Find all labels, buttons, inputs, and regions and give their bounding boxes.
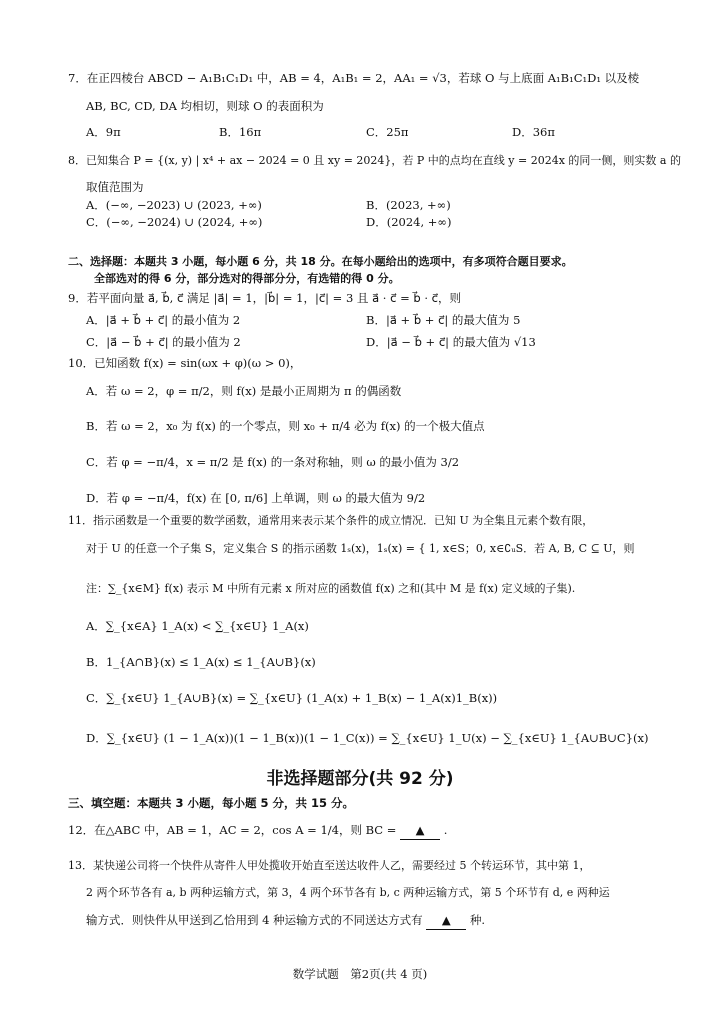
q8-line1: 8．已知集合 P = {(x, y) | x⁴ + ax − 2024 = 0 且 xy = 2024}，若 P 中的点均在直线 y = 2024x 的同一侧，则实数 a 的: [68, 154, 681, 167]
q10-option-b: B．若 ω = 2，x₀ 为 f(x) 的一个零点，则 x₀ + π/4 必为 f(x) 的一个极大值点: [86, 419, 485, 433]
q7-option-b: B．16π: [219, 125, 262, 139]
q11-option-d: D．∑_{x∈U} (1 − 1_A(x))(1 − 1_B(x))(1 − 1_C(x)) = ∑_{x∈U} 1_U(x) − ∑_{x∈U} 1_{A∪B∪C}(x): [86, 731, 649, 745]
q12: [68, 822, 658, 840]
q12-end: .: [443, 823, 448, 837]
q7-option-d: D．36π: [512, 125, 555, 139]
q13-line1: 13．某快递公司将一个快件从寄件人甲处揽收开始直至送达收件人乙，需要经过 5 个转运环节，其中第 1，: [68, 859, 591, 872]
q12-text: 12．在△ABC 中，AB = 1，AC = 2，cos A = 1/4，则 BC =: [68, 823, 397, 837]
q9-option-a: A．|a⃗ + b⃗ + c⃗| 的最小值为 2: [86, 313, 241, 327]
q9-option-d: D．|a⃗ − b⃗ + c⃗| 的最大值为 √13: [366, 335, 536, 349]
q7-options: [86, 124, 656, 141]
page-footer: 数学试题 第2页(共 4 页): [292, 967, 428, 981]
q13-text: 输方式．则快件从甲送到乙恰用到 4 种运输方式的不同送达方式有: [86, 913, 423, 927]
q11-option-b: B．1_{A∩B}(x) ≤ 1_A(x) ≤ 1_{A∪B}(x): [86, 655, 316, 669]
q10-option-d: D．若 φ = −π/4，f(x) 在 [0, π/6] 上单调，则 ω 的最大值为 9/2: [86, 491, 426, 505]
q7-line1: 7．在正四棱台 ABCD − A₁B₁C₁D₁ 中，AB = 4，A₁B₁ = 2，AA₁ = √3，若球 O 与上底面 A₁B₁C₁D₁ 以及棱: [68, 71, 640, 85]
q11-note: 注：∑_{x∈M} f(x) 表示 M 中所有元素 x 所对应的函数值 f(x) 之和(其中 M 是 f(x) 定义域的子集).: [86, 582, 576, 595]
q10-option-c: C．若 φ = −π/4，x = π/2 是 f(x) 的一条对称轴，则 ω 的最小值为 3/2: [86, 455, 460, 469]
q11-option-a: A．∑_{x∈A} 1_A(x) < ∑_{x∈U} 1_A(x): [86, 619, 309, 633]
q10-stem: 10．已知函数 f(x) = sin(ωx + φ)(ω > 0)，: [68, 356, 302, 370]
part2-title: 非选择题部分(共 92 分): [266, 769, 454, 789]
q7-line2: AB, BC, CD, DA 均相切，则球 O 的表面积为: [86, 99, 324, 113]
q11-option-c: C．∑_{x∈U} 1_{A∪B}(x) = ∑_{x∈U} (1_A(x) + 1_B(x) − 1_A(x)1_B(x)): [86, 691, 498, 705]
section2-instructions: 全部选对的得 6 分，部分选对的得部分分，有选错的得 0 分。: [94, 272, 400, 285]
q11-line2: 对于 U 的任意一个子集 S，定义集合 S 的指示函数 1ₛ(x)，1ₛ(x) = { 1, x∈S；0, x∈∁ᵤS．若 A, B, C ⊆ U，则: [86, 542, 635, 555]
q8-options-row1: [86, 197, 656, 214]
q9-option-c: C．|a⃗ − b⃗ + c⃗| 的最小值为 2: [86, 335, 241, 349]
q8-option-a: A．(−∞, −2023) ∪ (2023, +∞): [86, 198, 262, 212]
section3-heading: 三、填空题：本题共 3 小题，每小题 5 分，共 15 分。: [68, 796, 355, 810]
q10-option-a: A．若 ω = 2，φ = π/2，则 f(x) 是最小正周期为 π 的偶函数: [86, 384, 402, 398]
q8-options-row2: [86, 214, 656, 231]
q13-line2: 2 两个环节各有 a, b 两种运输方式，第 3，4 两个环节各有 b, c 两种运输方式，第 5 个环节有 d, e 两种运: [86, 886, 610, 899]
q8-line2: 取值范围为: [86, 180, 144, 194]
section2-heading: 二、选择题：本题共 3 小题，每小题 6 分，共 18 分。在每小题给出的选项中，有多项符合题目要求。: [68, 255, 573, 268]
q9-option-b: B．|a⃗ + b⃗ + c⃗| 的最大值为 5: [366, 313, 521, 327]
q7-option-c: C．25π: [366, 125, 409, 139]
q12-answer-blank: ▲: [400, 822, 440, 840]
q9-options-row2: [86, 334, 656, 351]
q8-option-b: B．(2023, +∞): [366, 198, 451, 212]
q11-line1: 11．指示函数是一个重要的数学函数，通常用来表示某个条件的成立情况．已知 U 为全集且元素个数有限，: [68, 514, 594, 527]
q13-end: 种.: [469, 913, 486, 927]
q13-line3: [86, 912, 485, 930]
q7-option-a: A．9π: [86, 125, 121, 139]
q9-stem: 9．若平面向量 a⃗, b⃗, c⃗ 满足 |a⃗| = 1，|b⃗| = 1，|c⃗| = 3 且 a⃗ · c⃗ = b⃗ · c⃗，则: [68, 291, 461, 305]
q13-answer-blank: ▲: [426, 912, 466, 930]
q8-option-c: C．(−∞, −2024) ∪ (2024, +∞): [86, 215, 263, 229]
q9-options-row1: [86, 312, 656, 329]
q8-option-d: D．(2024, +∞): [366, 215, 452, 229]
